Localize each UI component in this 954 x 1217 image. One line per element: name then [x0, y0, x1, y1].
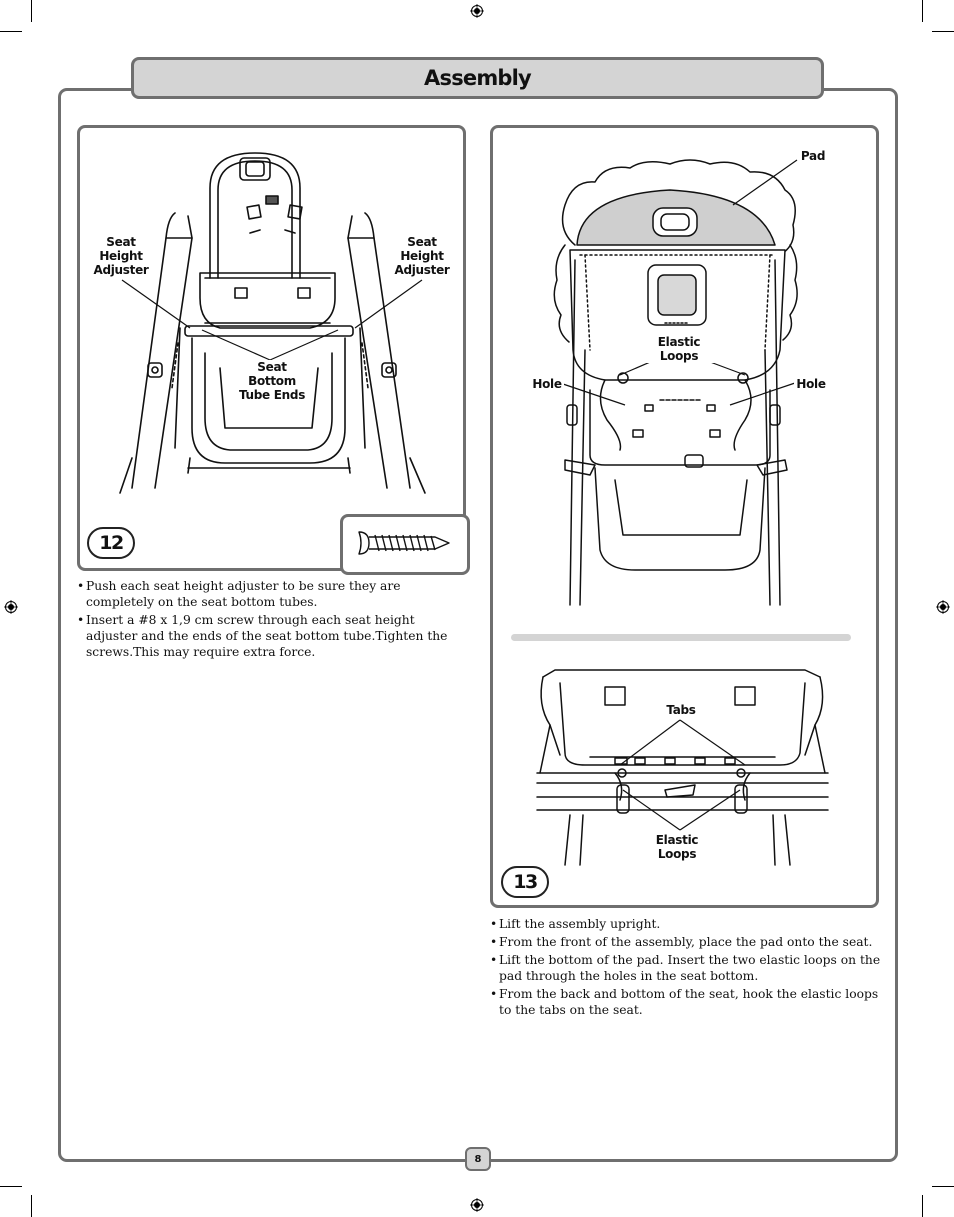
instruction-item: • Insert a #8 x 1,9 cm screw through each seat height adjuster and the ends of the seat bottom tube.Tighten the screws.This may require extra force. [77, 612, 467, 660]
crop-mark [932, 1186, 954, 1187]
registration-mark-icon [4, 600, 18, 614]
instruction-item: • From the front of the assembly, place the pad onto the seat. [490, 934, 882, 950]
crop-mark [0, 31, 22, 32]
high-chair-back-illustration [80, 128, 460, 508]
step13-instructions [490, 916, 882, 1020]
registration-mark-icon [936, 600, 950, 614]
screw-icon [355, 528, 455, 558]
instruction-item: • From the back and bottom of the seat, hook the elastic loops to the tabs on the seat. [490, 986, 882, 1018]
page-title: Assembly [424, 66, 531, 90]
seat-height-adjuster-right-label: Seat Height Adjuster [391, 235, 453, 277]
pad-label: Pad [798, 149, 828, 163]
title-bar [131, 57, 824, 99]
crop-mark [31, 0, 32, 22]
hole-right-label: Hole [794, 377, 828, 391]
instruction-item: • Lift the assembly upright. [490, 916, 882, 932]
hole-left-label: Hole [530, 377, 564, 391]
step13-number-badge: 13 [501, 866, 549, 898]
seat-bottom-tube-ends-label: Seat Bottom Tube Ends [238, 360, 306, 402]
step12-number-badge: 12 [87, 527, 135, 559]
step12-instructions [77, 578, 467, 662]
instruction-item: • Push each seat height adjuster to be sure they are completely on the seat bottom tubes. [77, 578, 467, 610]
instruction-item: • Lift the bottom of the pad. Insert the two elastic loops on the pad through the holes in the seat bottom. [490, 952, 882, 984]
crop-mark [922, 1195, 923, 1217]
page-number: 8 [465, 1147, 491, 1171]
registration-mark-icon [470, 4, 484, 18]
crop-mark [922, 0, 923, 22]
registration-mark-icon [470, 1198, 484, 1212]
seat-height-adjuster-left-label: Seat Height Adjuster [90, 235, 152, 277]
crop-mark [31, 1195, 32, 1217]
elastic-loops-label: Elastic Loops [640, 335, 718, 363]
crop-mark [0, 1186, 22, 1187]
tabs-label: Tabs [664, 703, 698, 717]
elastic-loops-bottom-label: Elastic Loops [638, 833, 716, 861]
crop-mark [932, 31, 954, 32]
step13-divider [511, 634, 851, 641]
